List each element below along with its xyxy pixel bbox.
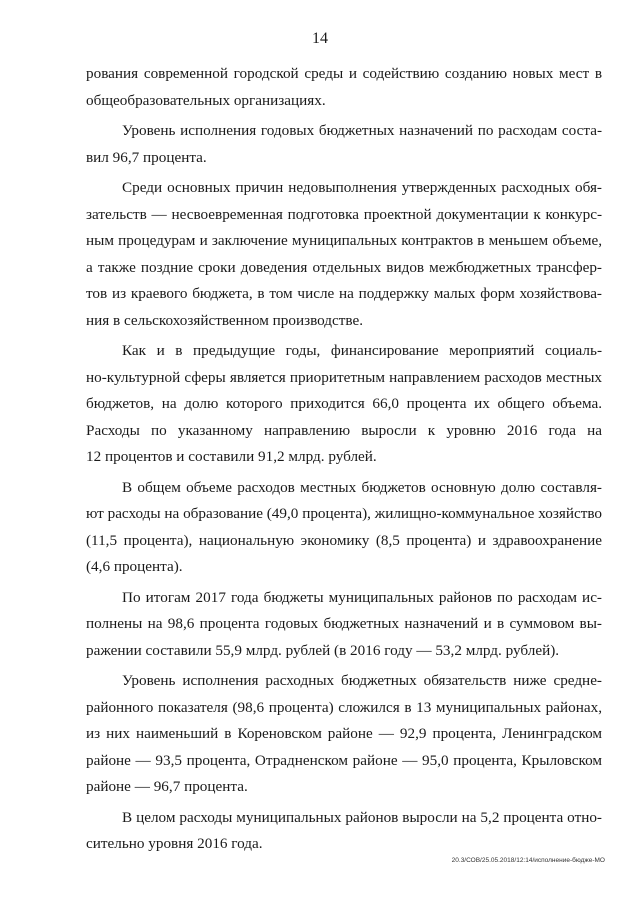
text-line: Уровень исполнения годовых бюджетных назначений по расходам соста- xyxy=(122,122,602,139)
text-line: тов из краевого бюджета, в том числе на поддержку малых форм хозяйствова- xyxy=(86,285,602,302)
text-line: Уровень исполнения расходных бюджетных обязательств ниже средне- xyxy=(122,672,602,689)
text-line: В целом расходы муниципальных районов выросли на 5,2 процента отно- xyxy=(122,808,602,826)
text-line: а также поздние сроки доведения отдельных видов межбюджетных трансфер- xyxy=(86,258,602,276)
text-line: (11,5 процента), национальную экономику (8,5 процента) и здравоохранение xyxy=(86,531,602,549)
text-line: По итогам 2017 года бюджеты муниципальных районов по расходам ис- xyxy=(122,588,602,606)
paragraph xyxy=(86,118,602,171)
text-line: рования современной городской среды и содействию созданию новых мест в xyxy=(86,65,602,82)
text-line: зательств — несвоевременная подготовка проектной документации к конкурс- xyxy=(86,205,602,223)
text-line: но-культурной сферы является приоритетным направлением расходов местных xyxy=(86,368,602,386)
text-line: ния в сельскохозяйственном производстве. xyxy=(86,311,364,329)
text-line: Среди основных причин недовыполнения утвержденных расходных обя- xyxy=(122,179,602,196)
paragraph xyxy=(86,668,602,801)
footer-file-stamp: 20.3/СОВ/25.05.2018/12:14/исполнение-бюдже-МО xyxy=(451,857,605,864)
text-line: бюджетов, на долю которого приходится 66,0 процента их общего объема. xyxy=(86,395,602,412)
text-line: ют расходы на образование (49,0 процента), жилищно-коммунальное хозяйство xyxy=(86,505,602,522)
text-line: Расходы по указанному направлению выросли к уровню 2016 года на xyxy=(86,421,602,439)
text-line: ражении составили 55,9 млрд. рублей (в 2016 году — 53,2 млрд. рублей). xyxy=(86,641,560,659)
page-number: 14 xyxy=(312,30,328,47)
text-line: полнены на 98,6 процента годовых бюджетных назначений и в суммовом вы- xyxy=(86,615,602,632)
text-line: общеобразовательных организациях. xyxy=(86,91,326,109)
text-line: ным процедурам и заключение муниципальных контрактов в меньшем объеме, xyxy=(86,232,602,249)
paragraph xyxy=(86,585,602,665)
paragraph xyxy=(86,338,602,471)
text-line: (4,6 процента). xyxy=(86,558,183,575)
text-line: сительно уровня 2016 года. xyxy=(86,835,263,852)
document-body xyxy=(86,61,602,858)
paragraph xyxy=(86,175,602,334)
text-line: из них наименьший в Кореновском районе — 92,9 процента, Ленинградском xyxy=(86,725,602,742)
text-line: Как и в предыдущие годы, финансирование мероприятий социаль- xyxy=(122,342,602,359)
text-line: вил 96,7 процента. xyxy=(86,148,207,166)
text-line: районного показателя (98,6 процента) сложился в 13 муниципальных районах, xyxy=(86,698,602,716)
paragraph xyxy=(86,61,602,114)
text-line: районе — 96,7 процента. xyxy=(86,778,248,795)
text-line: районе — 93,5 процента, Отрадненском районе — 95,0 процента, Крыловском xyxy=(86,751,602,769)
text-line: 12 процентов и составили 91,2 млрд. рублей. xyxy=(86,448,377,465)
paragraph xyxy=(86,805,602,858)
text-line: В общем объеме расходов местных бюджетов основную долю составля- xyxy=(122,478,602,496)
paragraph xyxy=(86,475,602,581)
